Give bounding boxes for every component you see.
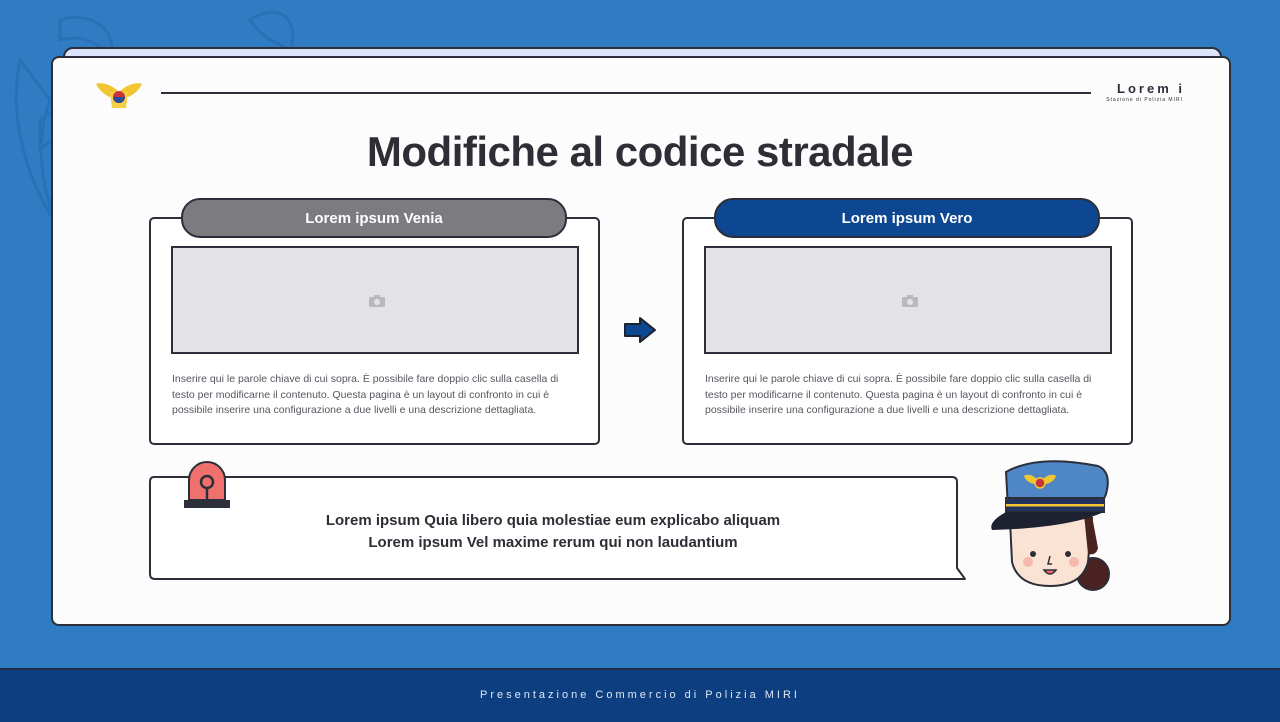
- header-rule: [161, 92, 1091, 94]
- brand-title: Lorem i: [1117, 81, 1185, 96]
- arrow-right-icon: [623, 316, 657, 344]
- footer-bar: [0, 668, 1280, 722]
- right-image-placeholder[interactable]: [704, 246, 1112, 354]
- callout-line-2: Lorem ipsum Vel maxime rerum qui non laudantium: [368, 534, 738, 551]
- camera-icon: [368, 294, 386, 308]
- police-officer-illustration: [988, 458, 1114, 596]
- siren-icon: [183, 460, 231, 510]
- camera-icon: [901, 294, 919, 308]
- police-wing-emblem-icon: [95, 78, 143, 110]
- callout-text: [149, 510, 957, 554]
- right-comparison-panel: [682, 217, 1133, 445]
- left-comparison-panel: [149, 217, 600, 445]
- left-panel-description: Inserire qui le parole chiave di cui sopra. È possibile fare doppio clic sulla casella di testo per modificarne il contenuto. Questa pagina è un layout di confronto in cui è possibile inserire una configurazione a due livelli e una descrizione dettagliata.: [172, 373, 559, 416]
- right-panel-heading: Lorem ipsum Vero: [714, 198, 1100, 238]
- footer-text: Presentazione Commercio di Polizia MIRI: [480, 689, 800, 701]
- left-panel-heading: Lorem ipsum Venia: [181, 198, 567, 238]
- brand-subtitle: Stazione di Polizia MIRI: [1106, 97, 1183, 103]
- left-image-placeholder[interactable]: [171, 246, 579, 354]
- callout-bubble: [149, 476, 967, 582]
- right-panel-description: Inserire qui le parole chiave di cui sopra. È possibile fare doppio clic sulla casella di testo per modificarne il contenuto. Questa pagina è un layout di confronto in cui è possibile inserire una configurazione a due livelli e una descrizione dettagliata.: [705, 373, 1092, 416]
- callout-line-1: Lorem ipsum Quia libero quia molestiae eum explicabo aliquam: [325, 512, 781, 529]
- page-title: Modifiche al codice stradale: [366, 128, 914, 175]
